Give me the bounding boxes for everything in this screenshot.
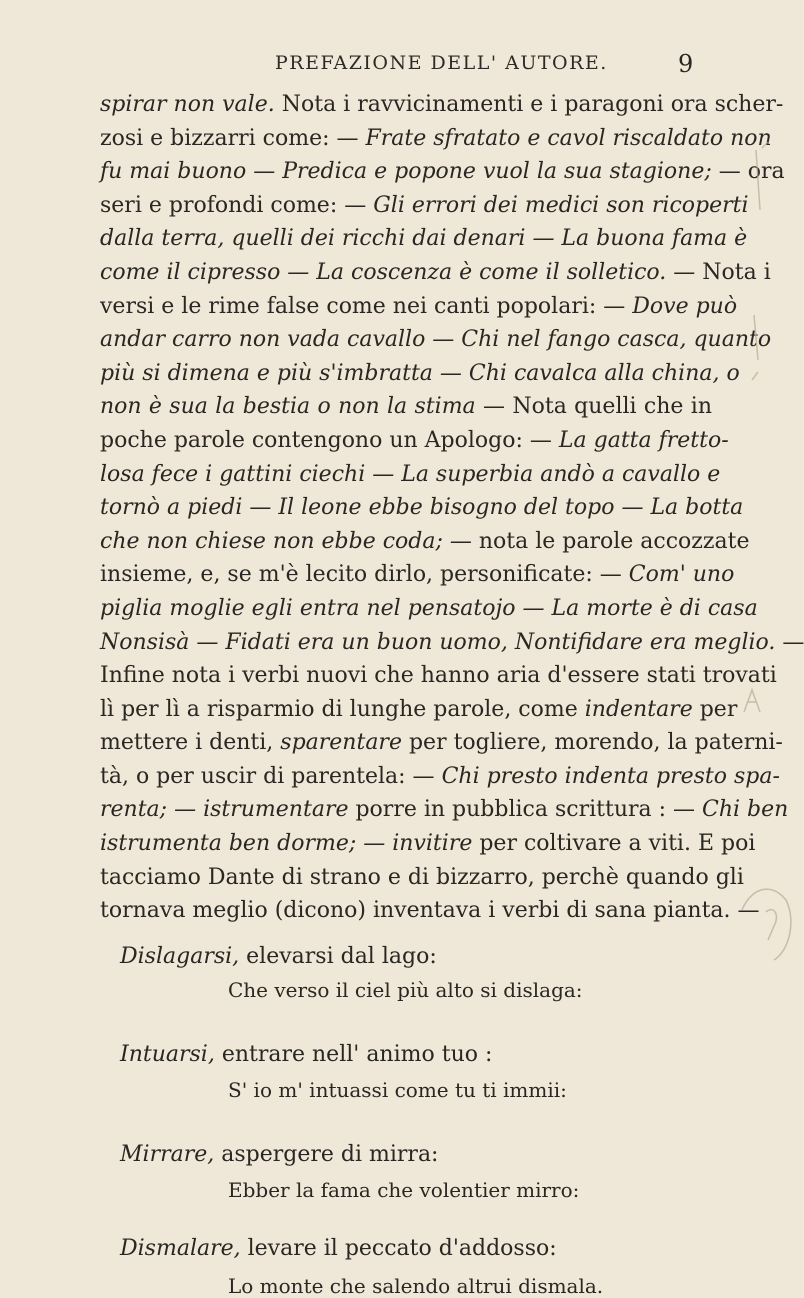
bleed-mark xyxy=(766,910,776,940)
text-line: poche parole contengono un Apologo: — La gatta fretto- xyxy=(100,427,729,453)
text-line: versi e le rime false come nei canti popolari: — Dove può xyxy=(100,293,738,319)
text-line: andar carro non vada cavallo — Chi nel fango casca, quanto xyxy=(100,327,772,353)
verb-definition: Dismalare, levare il peccato d'addosso: xyxy=(120,1236,557,1261)
dante-quote: S' io m' intuassi come tu ti immii: xyxy=(228,1078,567,1102)
text-line: piglia moglie egli entra nel pensatojo — La morte è di casa xyxy=(100,595,758,621)
text-line: come il cipresso — La coscenza è come il solletico. — Nota i xyxy=(100,259,771,285)
text-line: dalla terra, quelli dei ricchi dai denari — La buona fama è xyxy=(100,226,748,252)
show-through-marks xyxy=(740,0,800,1277)
text-line: spirar non vale. Nota i ravvicinamenti e i paragoni ora scher- xyxy=(100,92,784,117)
dante-quote: Ebber la fama che volentier mirro: xyxy=(228,1178,580,1202)
text-line: lì per lì a risparmio di lunghe parole, come indentare per xyxy=(100,696,738,722)
text-line: seri e profondi come: — Gli errori dei medici son ricoperti xyxy=(100,192,749,218)
text-line: Nonsisà — Fidati era un buon uomo, Nontifidare era meglio. — xyxy=(100,629,804,655)
bleed-mark xyxy=(744,690,760,712)
text-line: Infine nota i verbi nuovi che hanno aria d'essere stati trovati xyxy=(100,663,777,689)
text-line: renta; — istrumentare porre in pubblica scrittura : — Chi ben xyxy=(100,797,789,823)
text-line: tornò a piedi — Il leone ebbe bisogno del topo — La botta xyxy=(100,495,744,521)
text-line: losa fece i gattini ciechi — La superbia andò a cavallo e xyxy=(100,461,721,487)
text-line: istrumenta ben dorme; — invitire per coltivare a viti. E poi xyxy=(100,831,756,857)
text-line: tà, o per uscir di parentela: — Chi presto indenta presto spa- xyxy=(100,763,780,789)
verb-definition: Dislagarsi, elevarsi dal lago: xyxy=(120,944,437,969)
text-line: che non chiese non ebbe coda; — nota le parole accozzate xyxy=(100,528,750,554)
text-line: tornava meglio (dicono) inventava i verbi di sana pianta. — xyxy=(100,898,760,924)
prose-paragraph xyxy=(100,88,804,928)
text-line: non è sua la bestia o non la stima — Nota quelli che in xyxy=(100,394,712,420)
dante-quote: Che verso il ciel più alto si dislaga: xyxy=(228,978,583,1002)
bleed-mark xyxy=(742,889,791,960)
running-header: PREFAZIONE DELL' AUTORE. xyxy=(275,52,608,74)
page-number: 9 xyxy=(678,50,694,78)
verb-definition: Intuarsi, entrare nell' animo tuo : xyxy=(120,1042,493,1067)
verb-definition: Mirrare, aspergere di mirra: xyxy=(120,1142,439,1167)
text-line: zosi e bizzarri come: — Frate sfratato e cavol riscaldato non xyxy=(100,125,772,151)
text-line: fu mai buono — Predica e popone vuol la sua stagione; — ora xyxy=(100,159,785,185)
dante-quote: Lo monte che salendo altrui dismala. xyxy=(228,1274,604,1298)
text-line: insieme, e, se m'è lecito dirlo, personificate: — Com' uno xyxy=(100,562,735,588)
text-line: tacciamo Dante di strano e di bizzarro, perchè quando gli xyxy=(100,864,744,890)
text-line: mettere i denti, sparentare per togliere, morendo, la paterni- xyxy=(100,730,783,756)
bleed-mark xyxy=(752,315,758,380)
bleed-mark xyxy=(756,142,768,210)
text-line: più si dimena e più s'imbratta — Chi cavalca alla china, o xyxy=(100,360,740,386)
